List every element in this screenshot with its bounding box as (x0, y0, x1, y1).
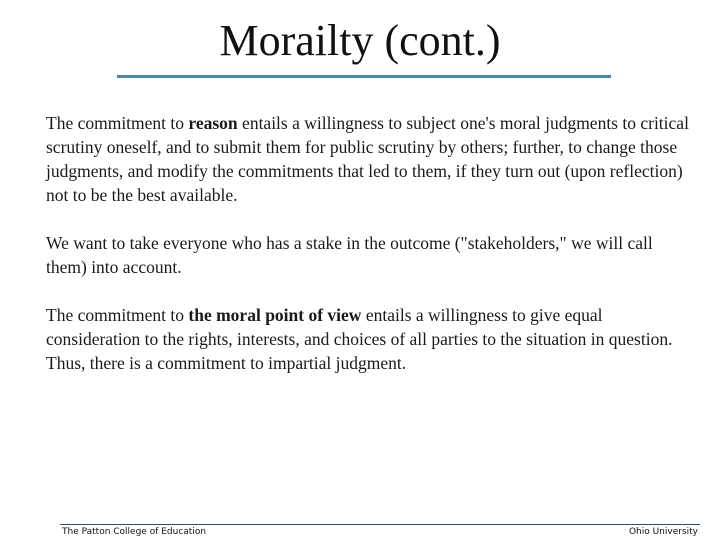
paragraph-moral-post: entails a willingness to give equal consideration to the rights, interests, and choices of all parties to the situation in question. Thus, there is a commitment to impartial judgment. (46, 305, 673, 373)
term-reason: reason (188, 113, 238, 133)
paragraph-stakeholders (46, 231, 696, 279)
footer-university-name: Ohio University (628, 527, 698, 537)
footer-college-name: The Patton College of Education (62, 527, 207, 537)
paragraph-stakeholders-text: We want to take everyone who has a stake in the outcome ("stakeholders," we will call them) into account. (46, 233, 653, 277)
paragraph-moral-pre: The commitment to (46, 305, 189, 325)
paragraph-reason-pre: The commitment to (46, 113, 189, 133)
paragraph-reason (46, 111, 696, 207)
term-moral-point-of-view: the moral point of view (188, 305, 362, 325)
slide-title: Morailty (cont.) (219, 16, 501, 65)
paragraph-moral-point-of-view (46, 303, 696, 375)
title-underline (117, 75, 611, 78)
footer-divider (60, 524, 700, 525)
paragraph-reason-post: entails a willingness to subject one's moral judgments to critical scrutiny oneself, and to submit them for public scrutiny by others; further, to change those judgments, and modify the commitments that led to them, if they turn out (upon reflection) not to be the best available. (46, 113, 689, 205)
